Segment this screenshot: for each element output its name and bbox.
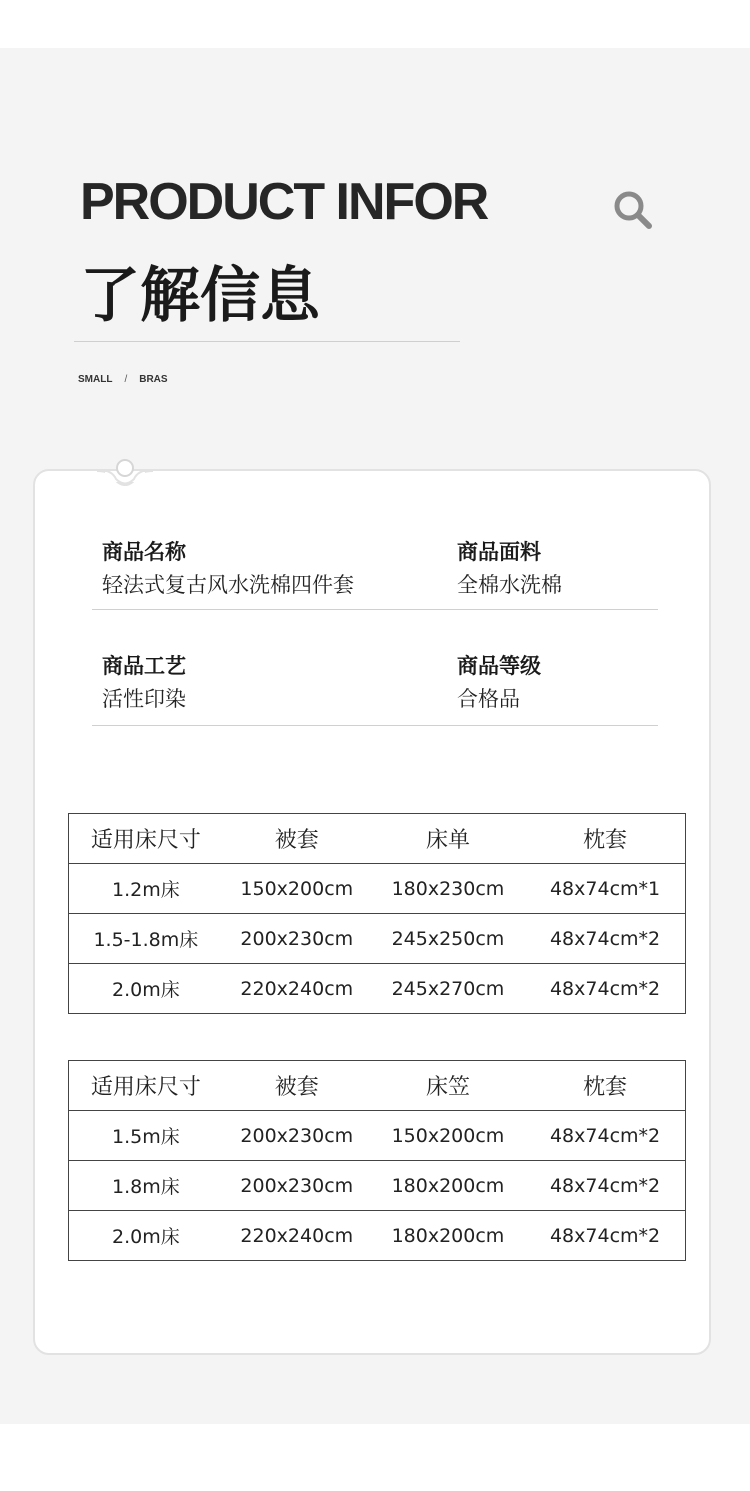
table-cell: 200x230cm [223,1111,371,1161]
table-cell: 150x200cm [223,864,371,914]
product-grade-value: 合格品 [457,687,520,711]
product-name-value: 轻法式复古风水洗棉四件套 [102,573,354,597]
table-cell: 220x240cm [223,1211,371,1261]
column-header: 枕套 [525,814,685,864]
info-divider [92,609,658,610]
breadcrumb [78,374,168,385]
column-header: 适用床尺寸 [69,814,223,864]
column-header: 枕套 [525,1061,685,1111]
product-grade-label: 商品等级 [457,654,541,678]
table-row [69,864,686,914]
table-cell: 1.5m床 [69,1111,223,1161]
table-cell: 180x200cm [371,1211,525,1261]
table-cell: 48x74cm*2 [525,1161,685,1211]
table-row [69,1211,686,1261]
table-cell: 1.2m床 [69,864,223,914]
table-cell: 245x270cm [371,964,525,1014]
table-cell: 48x74cm*2 [525,1111,685,1161]
hanger-notch-icon [97,456,153,486]
column-header: 被套 [223,814,371,864]
table-cell: 48x74cm*2 [525,964,685,1014]
search-icon [611,188,655,232]
product-name-label: 商品名称 [102,540,186,564]
info-divider [92,725,658,726]
table-cell: 180x200cm [371,1161,525,1211]
breadcrumb-separator: / [124,374,128,385]
table-cell: 48x74cm*2 [525,1211,685,1261]
table-row [69,1111,686,1161]
table-header-row [69,814,686,864]
table-cell: 1.8m床 [69,1161,223,1211]
product-fabric-value: 全棉水洗棉 [457,573,562,597]
table-cell: 220x240cm [223,964,371,1014]
product-fabric-label: 商品面料 [457,540,541,564]
page-title-cn: 了解信息 [80,261,320,331]
table-cell: 48x74cm*2 [525,914,685,964]
table-cell: 200x230cm [223,914,371,964]
table-cell: 200x230cm [223,1161,371,1211]
table-cell: 2.0m床 [69,1211,223,1261]
column-header: 床笠 [371,1061,525,1111]
table-cell: 48x74cm*1 [525,864,685,914]
size-table-sheet [68,813,686,1014]
column-header: 床单 [371,814,525,864]
product-craft-value: 活性印染 [102,687,186,711]
table-header-row [69,1061,686,1111]
table-cell: 1.5-1.8m床 [69,914,223,964]
title-divider [74,341,460,342]
product-craft-label: 商品工艺 [102,654,186,678]
table-cell: 180x230cm [371,864,525,914]
table-row [69,964,686,1014]
breadcrumb-item-small: SMALL [78,374,113,385]
column-header: 被套 [223,1061,371,1111]
table-row [69,1161,686,1211]
page-title-en: PRODUCT INFOR [80,173,488,231]
table-cell: 245x250cm [371,914,525,964]
size-table-fitted [68,1060,686,1261]
column-header: 适用床尺寸 [69,1061,223,1111]
breadcrumb-item-bras: BRAS [139,374,168,385]
table-row [69,914,686,964]
table-cell: 150x200cm [371,1111,525,1161]
table-cell: 2.0m床 [69,964,223,1014]
